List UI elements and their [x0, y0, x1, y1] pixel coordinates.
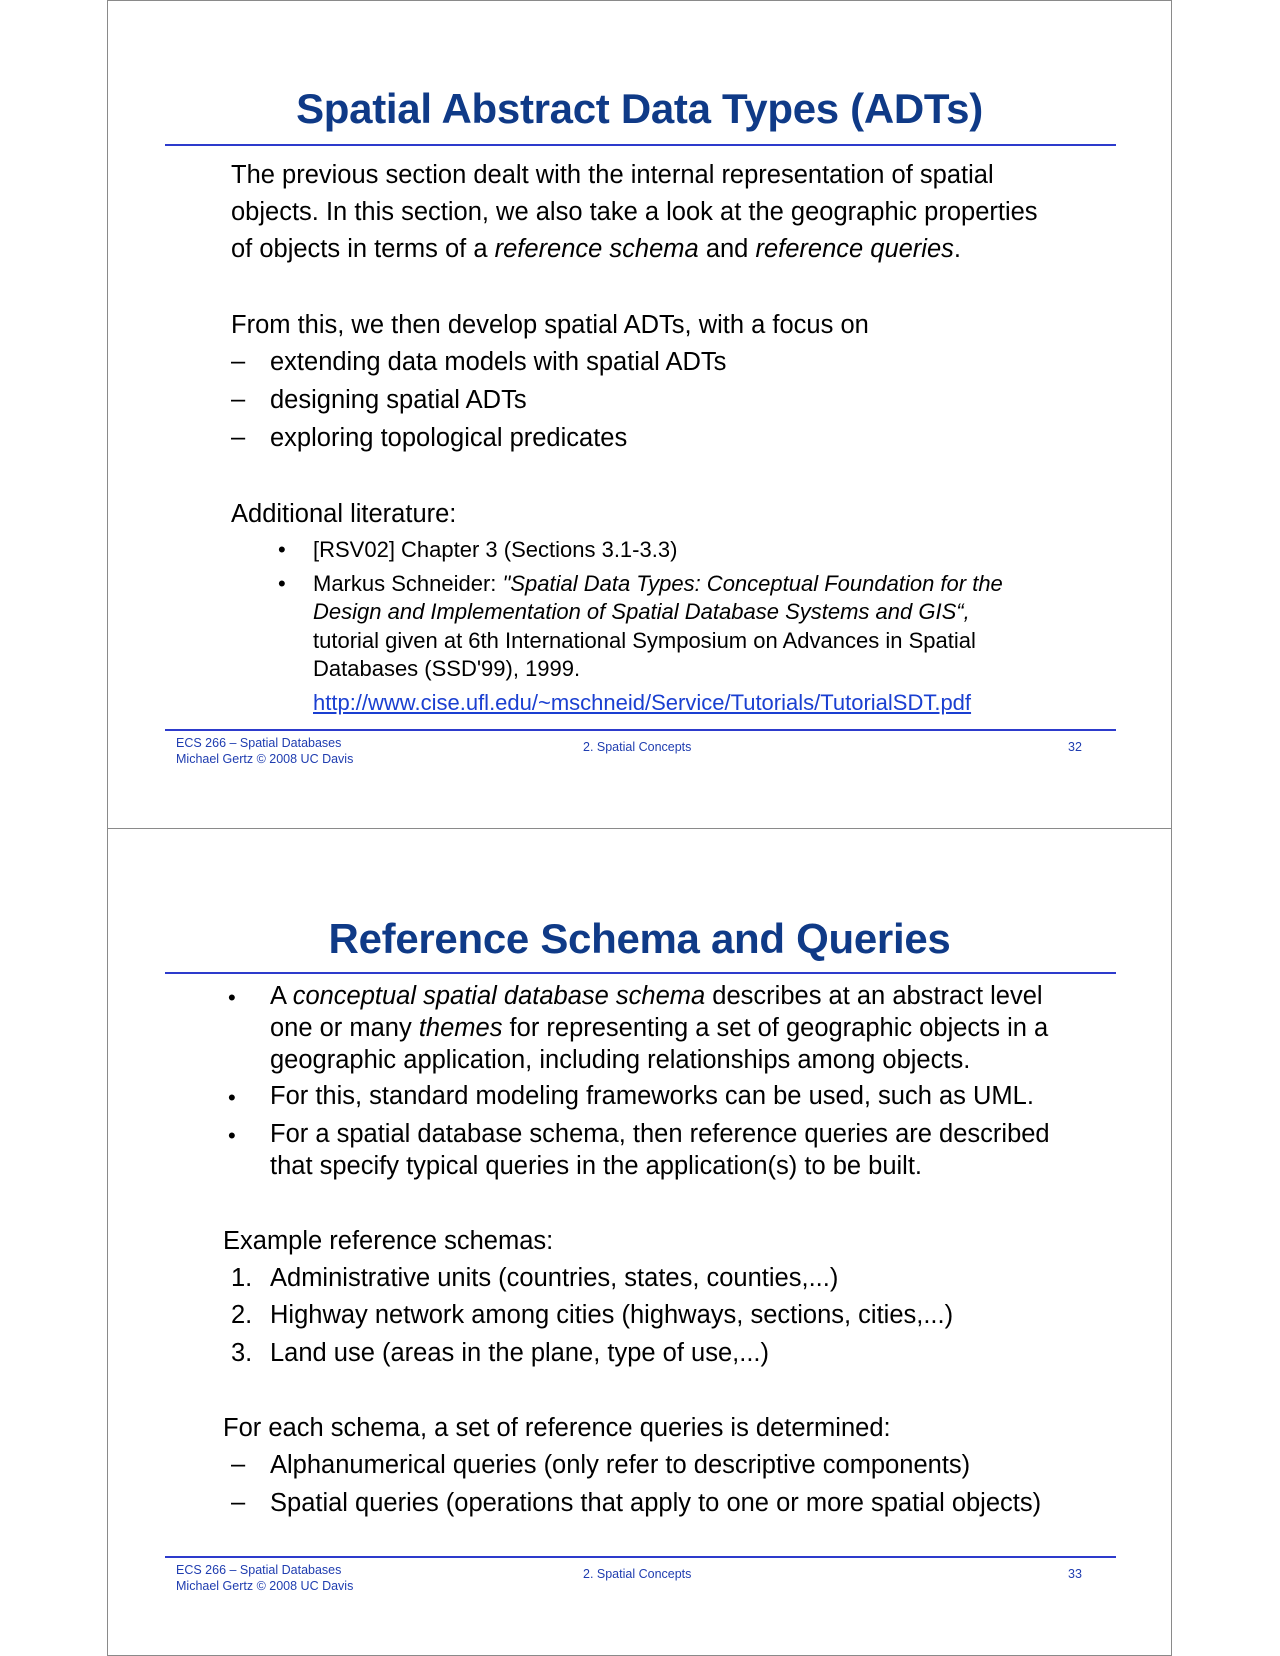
example-number: 2. — [231, 1301, 253, 1329]
queries-lead: For each schema, a set of reference queries is determined: — [223, 1414, 891, 1442]
footer-course: ECS 266 – Spatial Databases — [176, 736, 342, 750]
intro-line-3: of objects in terms of a reference schema and reference queries. — [231, 235, 961, 263]
footer-rule — [165, 1556, 1116, 1558]
examples-lead: Example reference schemas: — [223, 1227, 554, 1255]
footer-section: 2. Spatial Concepts — [583, 740, 692, 754]
footer-section: 2. Spatial Concepts — [583, 1567, 692, 1581]
example-item: Administrative units (countries, states, counties,...) — [270, 1264, 839, 1292]
bullet-2: For this, standard modeling frameworks can be used, such as UML. — [270, 1082, 1034, 1110]
bullet-marker: • — [228, 985, 236, 1010]
footer-author: Michael Gertz © 2008 UC Davis — [176, 1579, 354, 1593]
query-item: Spatial queries (operations that apply to one or more spatial objects) — [270, 1489, 1042, 1517]
dash-marker: – — [231, 385, 246, 413]
focus-item: designing spatial ADTs — [270, 386, 527, 414]
query-item: Alphanumerical queries (only refer to descriptive components) — [270, 1451, 971, 1479]
literature-item-2-line-3: tutorial given at 6th International Symposium on Advances in Spatial — [313, 628, 976, 653]
literature-lead: Additional literature: — [231, 500, 457, 528]
focus-item: extending data models with spatial ADTs — [270, 348, 727, 376]
footer-rule — [165, 729, 1116, 731]
bullet-1-line-1: A conceptual spatial database schema describes at an abstract level — [270, 982, 1043, 1010]
dash-marker: – — [231, 423, 246, 451]
bullet-marker: • — [278, 571, 286, 596]
literature-item-2-line-1: Markus Schneider: "Spatial Data Types: Conceptual Foundation for the — [313, 571, 1003, 596]
title-rule — [165, 972, 1116, 974]
focus-item: exploring topological predicates — [270, 424, 628, 452]
bullet-1-line-3: geographic application, including relationships among objects. — [270, 1046, 971, 1074]
slide-33 — [107, 828, 1172, 1656]
dash-marker: – — [231, 347, 246, 375]
intro-line-1: The previous section dealt with the internal representation of spatial — [231, 161, 994, 189]
example-item: Highway network among cities (highways, sections, cities,...) — [270, 1301, 954, 1329]
slide-32 — [107, 0, 1172, 829]
intro-line-2: objects. In this section, we also take a look at the geographic properties — [231, 198, 1038, 226]
slide-title: Spatial Abstract Data Types (ADTs) — [296, 85, 983, 132]
dash-marker: – — [231, 1450, 246, 1478]
bullet-marker: • — [228, 1123, 236, 1148]
title-rule — [165, 144, 1116, 146]
example-number: 1. — [231, 1264, 253, 1292]
bullet-marker: • — [228, 1085, 236, 1110]
literature-item-2-line-4: Databases (SSD'99), 1999. — [313, 656, 581, 681]
bullet-3-line-2: that specify typical queries in the application(s) to be built. — [270, 1152, 923, 1180]
dash-marker: – — [231, 1488, 246, 1516]
literature-item-1: [RSV02] Chapter 3 (Sections 3.1-3.3) — [313, 537, 678, 562]
bullet-1-line-2: one or many themes for representing a set of geographic objects in a — [270, 1014, 1049, 1042]
bullet-3-line-1: For a spatial database schema, then reference queries are described — [270, 1120, 1050, 1148]
literature-item-2-line-2: Design and Implementation of Spatial Database Systems and GIS“, — [313, 599, 970, 624]
example-number: 3. — [231, 1339, 253, 1367]
footer-page-number: 32 — [1068, 740, 1082, 754]
tutorial-link[interactable]: http://www.cise.ufl.edu/~mschneid/Service/Tutorials/TutorialSDT.pdf — [313, 690, 972, 715]
bullet-marker: • — [278, 537, 286, 562]
footer-page-number: 33 — [1068, 1567, 1082, 1581]
footer-author: Michael Gertz © 2008 UC Davis — [176, 752, 354, 766]
slide-title: Reference Schema and Queries — [328, 915, 951, 962]
example-item: Land use (areas in the plane, type of use,...) — [270, 1339, 769, 1367]
footer-course: ECS 266 – Spatial Databases — [176, 1563, 342, 1577]
focus-lead: From this, we then develop spatial ADTs, with a focus on — [231, 311, 869, 339]
